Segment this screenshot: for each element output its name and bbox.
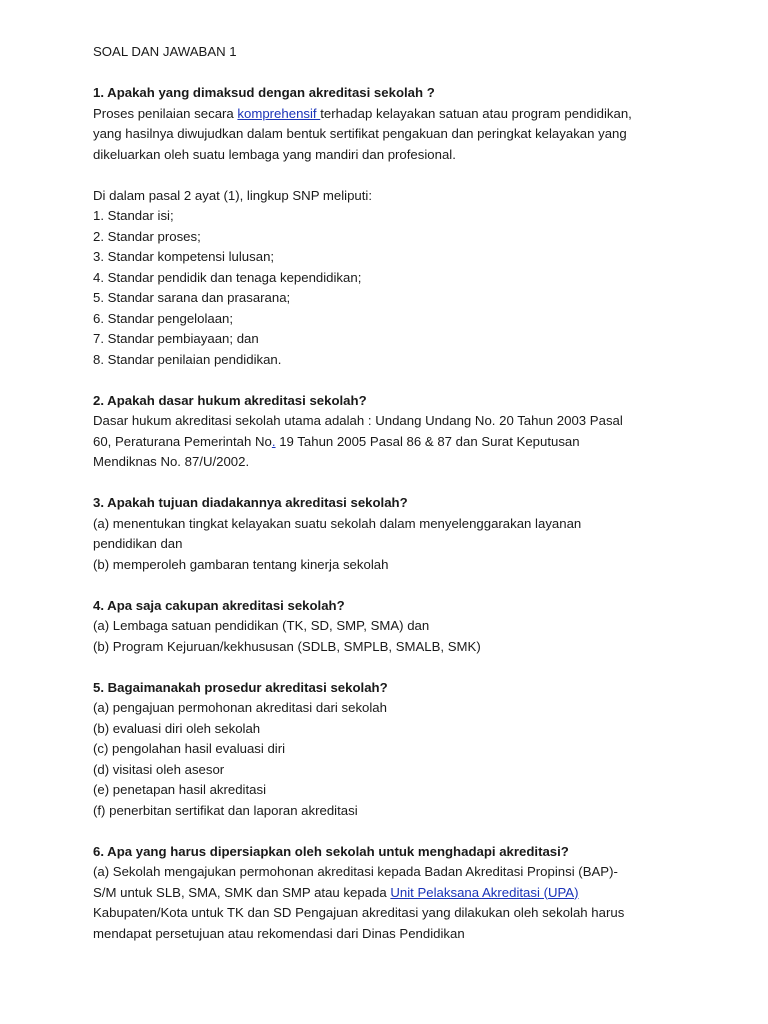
answer-5-line: (d) visitasi oleh asesor [93,761,225,777]
document-title: SOAL DAN JAWABAN 1 [93,44,237,59]
question-5: 5. Bagaimanakah prosedur akreditasi sekolah? [93,679,388,695]
answer-1-text-cont: terhadap kelayakan satuan atau program pendidikan, [320,105,632,121]
answer-3-line: (b) memperoleh gambaran tentang kinerja sekolah [93,556,389,572]
answer-2-line-2 [93,432,728,453]
answer-5-line: (e) penetapan hasil akreditasi [93,782,267,797]
list-item: 1. Standar isi; [93,208,174,223]
answer-4-line: (a) Lembaga satuan pendidikan (TK, SD, SMP, SMA) dan [93,618,430,633]
question-4: 4. Apa saja cakupan akreditasi sekolah? [93,597,345,613]
link-komprehensif[interactable]: komprehensif [237,105,321,121]
list-item: 8. Standar penilaian pendidikan. [93,351,282,367]
answer-6-line-2 [93,883,728,904]
question-3: 3. Apakah tujuan diadakannya akreditasi sekolah? [93,495,408,510]
answer-2-line-3: Mendiknas No. 87/U/2002. [93,454,250,469]
answer-1-text: Proses penilaian secara [93,105,238,121]
answer-5-line: (a) pengajuan permohonan akreditasi dari sekolah [93,700,387,715]
list-item: 4. Standar pendidik dan tenaga kependidikan; [93,269,362,285]
answer-5-line: (c) pengolahan hasil evaluasi diri [93,741,286,756]
link-upa[interactable]: Unit Pelaksana Akreditasi (UPA) [390,884,579,900]
question-1: 1. Apakah yang dimaksud dengan akreditasi sekolah ? [93,85,435,100]
answer-6-line-1: (a) Sekolah mengajukan permohonan akreditasi kepada Badan Akreditasi Propinsi (BAP)- [93,864,618,879]
answer-3-line: (a) menentukan tingkat kelayakan suatu sekolah dalam menyelenggarakan layanan [93,515,582,531]
answer-5-line: (f) penerbitan sertifikat dan laporan akreditasi [93,802,358,818]
link-no-period[interactable]: . [271,433,276,449]
answer-1-line-1 [93,104,728,125]
answer-4-line: (b) Program Kejuruan/kekhususan (SDLB, SMPLB, SMALB, SMK) [93,638,481,654]
answer-2-text: 60, Peraturana Pemerintah No [93,433,272,449]
snp-intro: Di dalam pasal 2 ayat (1), lingkup SNP meliputi: [93,187,373,203]
answer-3-line: pendidikan dan [93,536,183,551]
question-2: 2. Apakah dasar hukum akreditasi sekolah? [93,392,367,408]
list-item: 2. Standar proses; [93,228,201,244]
answer-6-line-4: mendapat persetujuan atau rekomendasi dari Dinas Pendidikan [93,925,465,941]
list-item: 5. Standar sarana dan prasarana; [93,290,291,305]
list-item: 6. Standar pengelolaan; [93,310,234,326]
answer-6-line-3: Kabupaten/Kota untuk TK dan SD Pengajuan akreditasi yang dilakukan oleh sekolah harus [93,905,625,920]
answer-2-text-cont: 19 Tahun 2005 Pasal 86 & 87 dan Surat Keputusan [275,433,580,449]
answer-1-line-2: yang hasilnya diwujudkan dalam bentuk sertifikat pengakuan dan peringkat kelayakan yang [93,126,627,141]
answer-6-text: S/M untuk SLB, SMA, SMK dan SMP atau kepada [93,884,391,900]
question-6: 6. Apa yang harus dipersiapkan oleh sekolah untuk menghadapi akreditasi? [93,843,569,859]
answer-1-line-3: dikeluarkan oleh suatu lembaga yang mandiri dan profesional. [93,146,456,162]
list-item: 3. Standar kompetensi lulusan; [93,249,275,264]
answer-5-line: (b) evaluasi diri oleh sekolah [93,720,261,736]
answer-2-line-1: Dasar hukum akreditasi sekolah utama adalah : Undang Undang No. 20 Tahun 2003 Pasal [93,413,623,428]
list-item: 7. Standar pembiayaan; dan [93,331,259,346]
